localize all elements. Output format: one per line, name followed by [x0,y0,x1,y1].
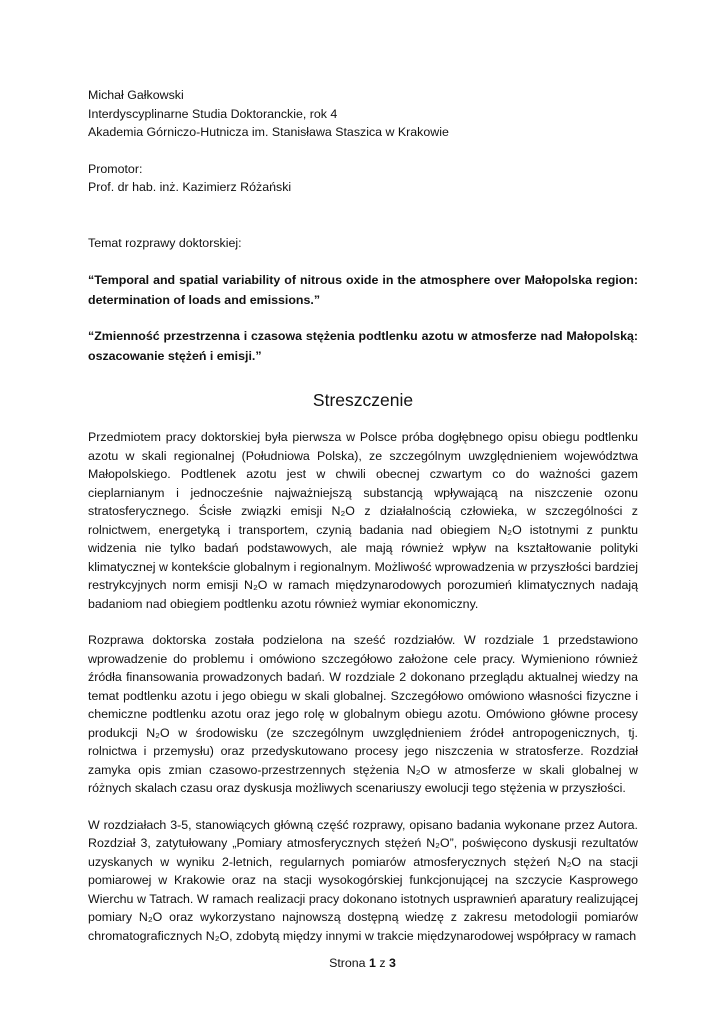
thesis-title-pl: “Zmienność przestrzenna i czasowa stężenia podtlenku azotu w atmosferze nad Małopolską: oszacowanie stężeń i emisji.” [88,329,638,363]
supervisor-name: Prof. dr hab. inż. Kazimierz Różański [88,180,292,194]
abstract-paragraph: W rozdziałach 3-5, stanowiących główną część rozprawy, opisano badania wykonane przez Autora. Rozdział 3, zatytułowany „Pomiary atmosferycznych stężeń N₂O”, poświęcono dyskusji rezultatów uzyskanych w wyniku 2-letnich, regularnych pomiarów atmosferycznych stężeń N₂O na stacji pomiarowej w Krakowie oraz na stacji wysokogórskiej funkcjonującej na szczycie Kasprowego Wierchu w Tatrach. W ramach realizacji pracy dokonano istotnych usprawnień aparatury realizującej pomiary N₂O oraz wykorzystano najnowszą dostępną wiedzę z zakresu metodologii pomiarów chromatograficznych N₂O, zdobytą między innymi w trakcie międzynarodowej współpracy w ramach [88,817,638,943]
page-footer [0,954,725,972]
footer-total-pages: 3 [389,956,396,970]
author-name: Michał Gałkowski [88,88,184,102]
abstract-heading: Streszczenie [312,390,414,410]
abstract-paragraph: Rozprawa doktorska została podzielona na sześć rozdziałów. W rozdziale 1 przedstawiono wprowadzenie do problemu i omówiono szczegółowo założone cele pracy. Wymieniono również źródła finansowania prowadzonych badań. W rozdziale 2 dokonano przeglądu aktualnej wiedzy na temat podtlenku azotu i jego obiegu w skali globalnej. Szczegółowo omówiono własności fizyczne i chemiczne podtlenku azotu oraz jego rolę w globalnym obiegu azotu. Omówiono główne procesy produkcji N₂O w środowisku (ze szczególnym uwzględnieniem źródeł antropogenicznych, tj. rolnictwa i przemysłu) oraz przedyskutowano procesy jego niszczenia w stratosferze. Rozdział zamyka opis zmian czasowo-przestrzennych stężenia N₂O w atmosferze w skali globalnej w różnych skalach czasu oraz dyskusja możliwych scenariuszy ewolucji tego stężenia w przyszłości. [88,633,638,795]
footer-prefix: Strona [329,956,370,970]
author-program: Interdyscyplinarne Studia Doktoranckie, rok 4 [88,106,338,121]
thesis-title-en: “Temporal and spatial variability of nitrous oxide in the atmosphere over Małopolska region: determination of loads and emissions.” [88,273,638,307]
author-institution: Akademia Górniczo-Hutnicza im. Stanisława Staszica w Krakowie [88,125,449,139]
footer-separator: z [375,956,390,970]
footer-current-page: 1 [369,956,376,970]
abstract-paragraph: Przedmiotem pracy doktorskiej była pierwsza w Polsce próba dogłębnego opisu obiegu podtlenku azotu w skali regionalnej (Południowa Polska), ze szczególnym uwzględnieniem województwa Małopolskiego. Podtlenek azotu jest w chwili obecnej czwartym co do ważności gazem cieplarnianym i jednocześnie najważniejszą substancją wpływającą na niszczenie ozonu stratosferycznego. Ścisłe związki emisji N₂O z działalnością człowieka, w szczególności z rolnictwem, energetyką i transportem, czynią badania nad obiegiem N₂O istotnymi z punktu widzenia nie tylko badań podstawowych, ale mają również wpływ na kształtowanie polityki klimatycznej w kontekście globalnym i regionalnym. Możliwość wprowadzenia w przyszłości bardziej restrykcyjnych norm emisji N₂O w ramach międzynarodowych porozumień klimatycznych nadają badaniom nad obiegiem podtlenku azotu również wymiar ekonomiczny. [88,430,638,611]
topic-label: Temat rozprawy doktorskiej: [88,235,242,250]
page-content [88,86,638,963]
supervisor-label: Promotor: [88,161,143,176]
